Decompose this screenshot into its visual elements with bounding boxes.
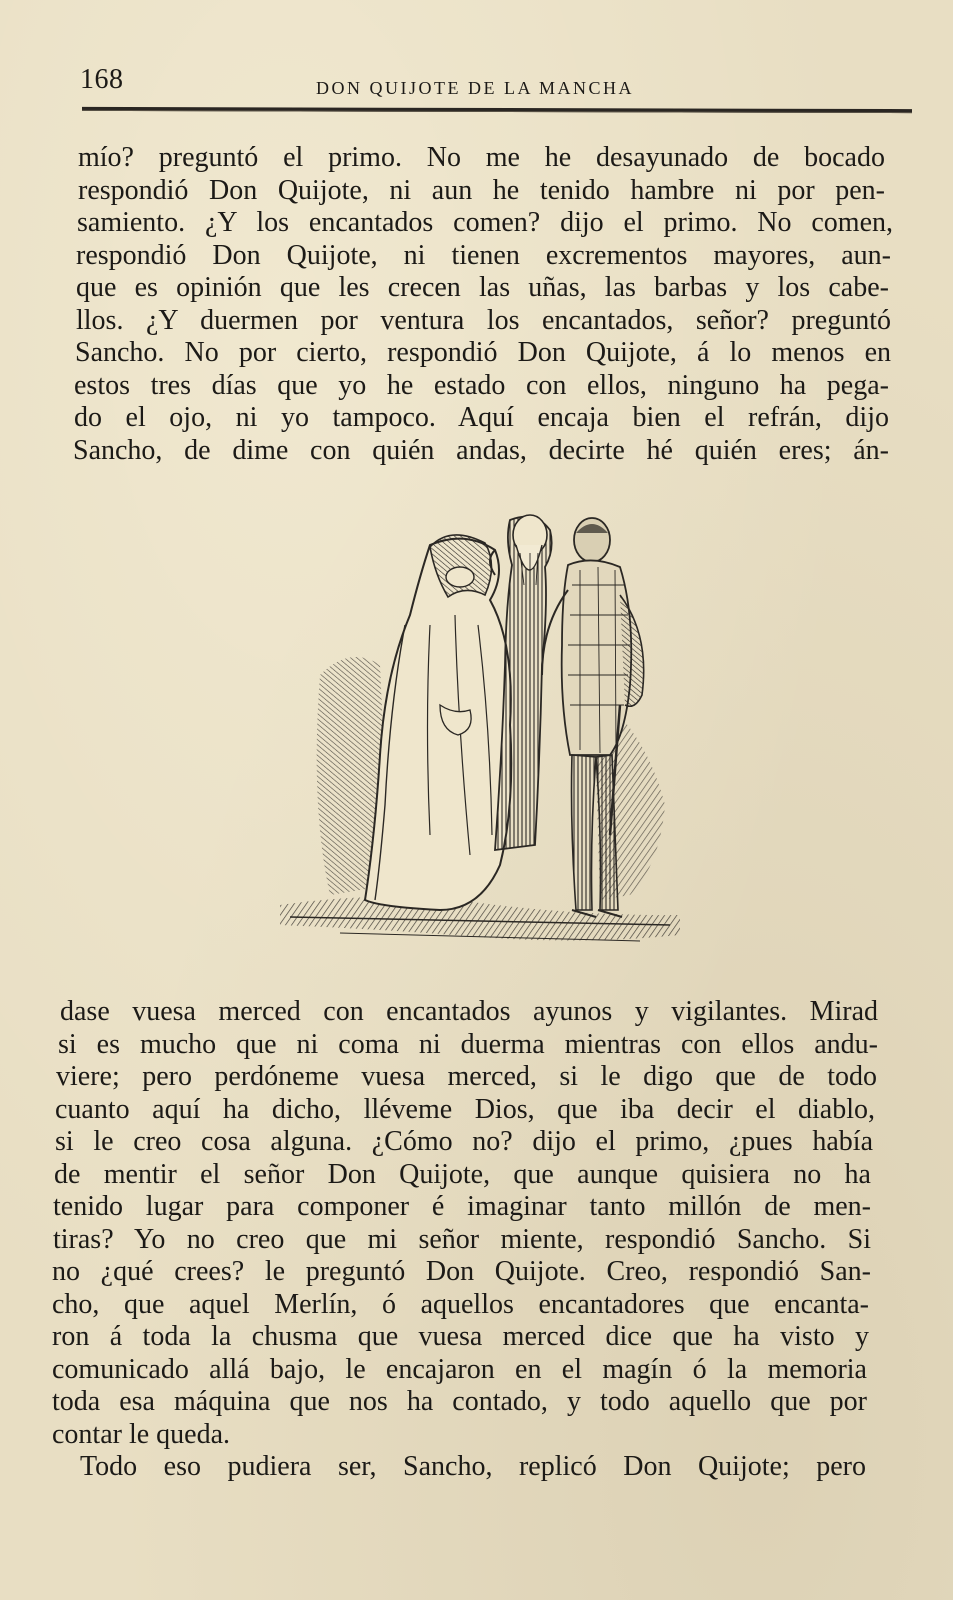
text-line: toda esa máquina que nos ha contado, y todo aquello que por — [52, 1386, 867, 1417]
page-header — [80, 64, 910, 104]
running-title: DON QUIJOTE DE LA MANCHA — [316, 78, 634, 98]
text-line: de mentir el señor Don Quijote, que aunque quisiera no ha — [54, 1158, 871, 1190]
text-line: contar le queda. — [52, 1418, 231, 1450]
text-line: Todo eso pudiera ser, Sancho, replicó Don Quijote; pero — [80, 1451, 866, 1482]
text-line: cuanto aquí ha dicho, lléveme Dios, que iba decir el diablo, — [55, 1093, 875, 1125]
text-line: Sancho. No por cierto, respondió Don Quijote, á lo menos en — [75, 337, 891, 368]
text-line: cho, que aquel Merlín, ó aquellos encantadores que encanta- — [52, 1288, 869, 1320]
text-line: Sancho, de dime con quién andas, decirte hé quién eres; án- — [73, 434, 889, 466]
text-line: respondió Don Quijote, ni aun he tenido hambre ni por pen- — [78, 174, 885, 206]
text-line: respondió Don Quijote, ni tienen excrementos mayores, aun- — [76, 239, 891, 271]
text-line: comunicado allá bajo, le encajaron en el magín ó la memoria — [52, 1353, 867, 1385]
text-line: no ¿qué crees? le preguntó Don Quijote. Creo, respondió San- — [52, 1256, 871, 1287]
text-line: que es opinión que les crecen las uñas, las barbas y los cabe- — [76, 272, 889, 303]
text-line: si es mucho que ni coma ni duerma mientras con ellos andu- — [58, 1028, 878, 1060]
text-line: dase vuesa merced con encantados ayunos y vigilantes. Mirad — [60, 996, 878, 1027]
text-line: mío? preguntó el primo. No me he desayunado de bocado — [78, 142, 885, 173]
text-line: si le creo cosa alguna. ¿Cómo no? dijo el primo, ¿pues había — [55, 1126, 873, 1157]
text-line: tenido lugar para componer é imaginar tanto millón de men- — [53, 1191, 871, 1222]
text-line: llos. ¿Y duermen por ventura los encantados, señor? preguntó — [76, 304, 891, 336]
text-line: estos tres días que yo he estado con ellos, ninguno ha pega- — [74, 369, 889, 401]
page-number: 168 — [80, 64, 124, 95]
paragraph-top — [0, 142, 953, 467]
text-line: ron á toda la chusma que vuesa merced dice que ha visto y — [52, 1321, 869, 1352]
text-line: do el ojo, ni yo tampoco. Aquí encaja bien el refrán, dijo — [74, 402, 889, 433]
text-line: viere; pero perdóneme vuesa merced, si le digo que de todo — [56, 1061, 877, 1092]
paragraph-bottom — [0, 996, 953, 1484]
text-line: tiras? Yo no creo que mi señor miente, respondió Sancho. Si — [53, 1223, 871, 1255]
engraving-three-figures-icon — [280, 505, 680, 965]
text-line: samiento. ¿Y los encantados comen? dijo el primo. No comen, — [77, 207, 893, 238]
header-rule — [82, 107, 912, 113]
engraving-illustration — [280, 505, 680, 965]
